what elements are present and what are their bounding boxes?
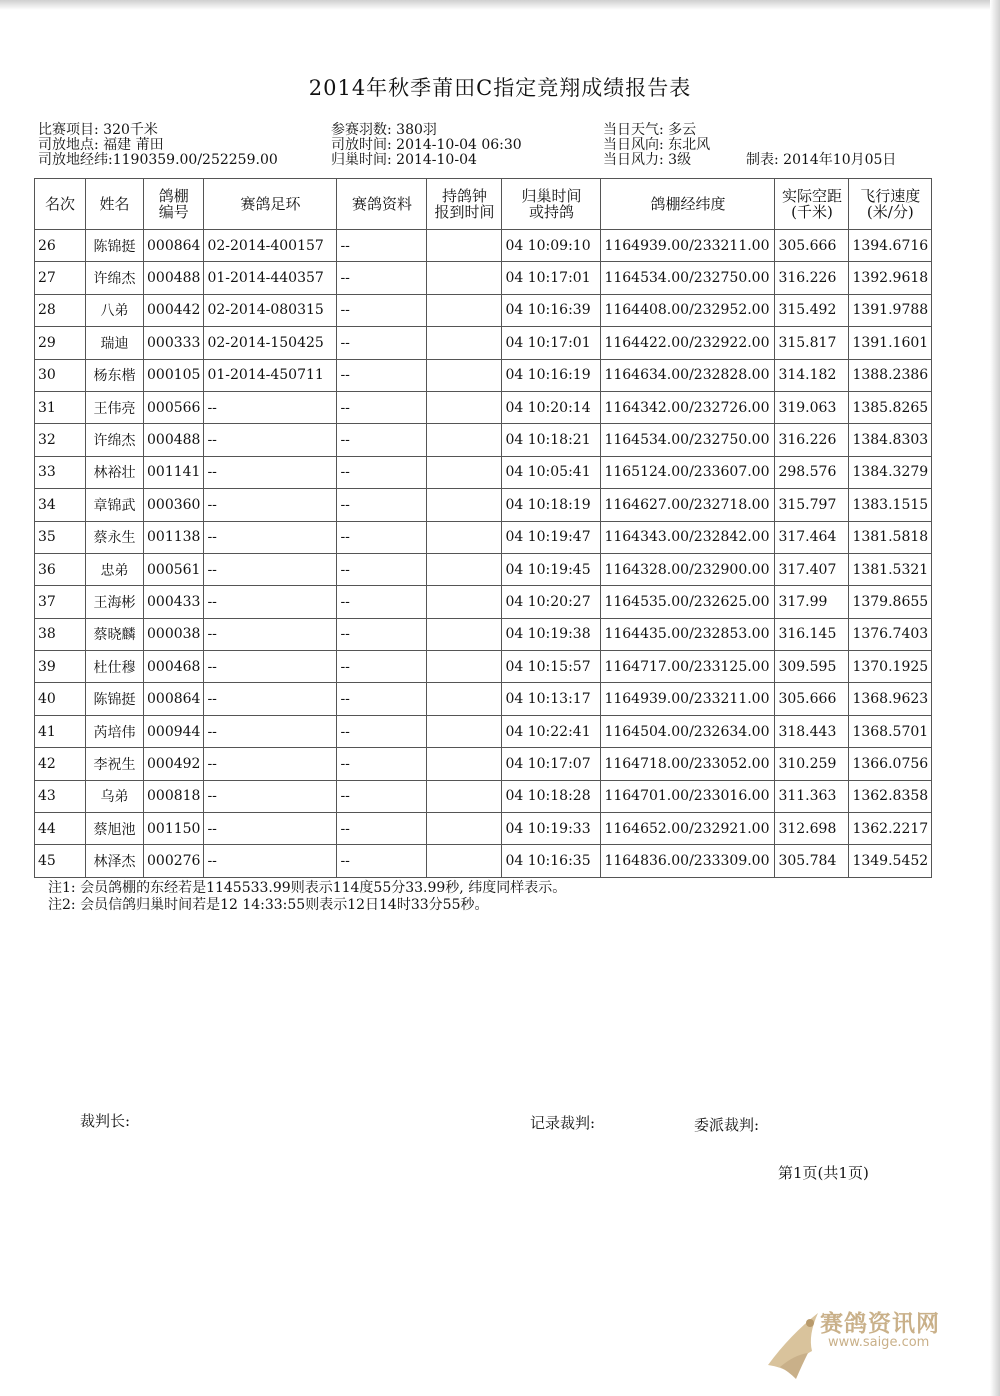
record-judge-label: 记录裁判:	[530, 1114, 596, 1132]
meta-wind-force: 当日风力: 3级	[603, 152, 692, 168]
cell-name: 许绵杰	[86, 424, 144, 456]
cell-speed: 1388.2386	[849, 359, 932, 391]
cell-info: --	[337, 230, 427, 262]
cell-loft-id: 000276	[144, 845, 204, 877]
cell-clock	[427, 230, 502, 262]
cell-coord: 1164939.00/233211.00	[601, 683, 775, 715]
header-distance: 实际空距 (千米)	[775, 179, 849, 230]
cell-coord: 1164652.00/232921.00	[601, 813, 775, 845]
watermark-url: www.saige.com	[828, 1335, 930, 1350]
cell-clock	[427, 424, 502, 456]
cell-distance: 312.698	[775, 813, 849, 845]
cell-rank: 37	[35, 586, 86, 618]
cell-speed: 1383.1515	[849, 489, 932, 521]
cell-name: 林泽杰	[86, 845, 144, 877]
cell-speed: 1381.5818	[849, 521, 932, 553]
cell-name: 杜仕穆	[86, 651, 144, 683]
header-clock: 持鸽钟 报到时间	[427, 179, 502, 230]
cell-clock	[427, 715, 502, 747]
scan-edge-right	[990, 0, 1000, 1396]
cell-coord: 1164717.00/233125.00	[601, 651, 775, 683]
cell-rank: 36	[35, 553, 86, 585]
header-arrival: 归巢时间 或持鸽	[502, 179, 601, 230]
cell-distance: 319.063	[775, 391, 849, 423]
cell-info: --	[337, 553, 427, 585]
cell-loft-id: 001150	[144, 813, 204, 845]
cell-distance: 316.226	[775, 424, 849, 456]
cell-loft-id: 000105	[144, 359, 204, 391]
cell-name: 王海彬	[86, 586, 144, 618]
table-row	[35, 521, 932, 553]
cell-coord: 1164534.00/232750.00	[601, 262, 775, 294]
cell-info: --	[337, 359, 427, 391]
cell-name: 蔡旭池	[86, 813, 144, 845]
meta-release-place: 司放地点: 福建 莆田	[38, 137, 164, 153]
cell-ring: --	[204, 521, 337, 553]
cell-name: 蔡晓麟	[86, 618, 144, 650]
cell-speed: 1366.0756	[849, 748, 932, 780]
table-row	[35, 489, 932, 521]
cell-speed: 1368.9623	[849, 683, 932, 715]
cell-ring: 01-2014-440357	[204, 262, 337, 294]
notes	[48, 880, 566, 914]
cell-name: 乌弟	[86, 780, 144, 812]
cell-coord: 1164408.00/232952.00	[601, 294, 775, 326]
cell-arrival-time: 04 10:19:38	[502, 618, 601, 650]
cell-speed: 1381.5321	[849, 553, 932, 585]
cell-clock	[427, 359, 502, 391]
header-speed: 飞行速度 (米/分)	[849, 179, 932, 230]
table-row	[35, 230, 932, 262]
cell-rank: 43	[35, 780, 86, 812]
cell-arrival-time: 04 10:17:01	[502, 262, 601, 294]
table-row	[35, 715, 932, 747]
cell-coord: 1164328.00/232900.00	[601, 553, 775, 585]
cell-coord: 1164535.00/232625.00	[601, 586, 775, 618]
cell-distance: 315.817	[775, 327, 849, 359]
cell-arrival-time: 04 10:16:19	[502, 359, 601, 391]
meta-release-coord: 司放地经纬:1190359.00/252259.00	[38, 152, 278, 168]
cell-name: 李祝生	[86, 748, 144, 780]
cell-speed: 1391.9788	[849, 294, 932, 326]
cell-speed: 1376.7403	[849, 618, 932, 650]
header-coord: 鸽棚经纬度	[601, 179, 775, 230]
cell-arrival-time: 04 10:09:10	[502, 230, 601, 262]
cell-speed: 1384.3279	[849, 456, 932, 488]
cell-speed: 1391.1601	[849, 327, 932, 359]
cell-ring: 01-2014-450711	[204, 359, 337, 391]
meta-entries: 参赛羽数: 380羽	[331, 122, 437, 138]
cell-loft-id: 000864	[144, 683, 204, 715]
cell-clock	[427, 748, 502, 780]
cell-loft-id: 000433	[144, 586, 204, 618]
cell-clock	[427, 845, 502, 877]
cell-rank: 39	[35, 651, 86, 683]
cell-clock	[427, 813, 502, 845]
cell-ring: --	[204, 553, 337, 585]
cell-loft-id: 001138	[144, 521, 204, 553]
cell-rank: 29	[35, 327, 86, 359]
cell-coord: 1164435.00/232853.00	[601, 618, 775, 650]
cell-rank: 42	[35, 748, 86, 780]
cell-rank: 34	[35, 489, 86, 521]
cell-distance: 298.576	[775, 456, 849, 488]
cell-info: --	[337, 683, 427, 715]
cell-speed: 1362.8358	[849, 780, 932, 812]
cell-ring: --	[204, 586, 337, 618]
cell-rank: 30	[35, 359, 86, 391]
cell-coord: 1164422.00/232922.00	[601, 327, 775, 359]
table-row	[35, 586, 932, 618]
cell-distance: 316.226	[775, 262, 849, 294]
note-2: 注2: 会员信鸽归巢时间若是12 14:33:55则表示12日14时33分55秒。	[48, 897, 489, 913]
cell-coord: 1164343.00/232842.00	[601, 521, 775, 553]
cell-info: --	[337, 424, 427, 456]
cell-arrival-time: 04 10:18:28	[502, 780, 601, 812]
cell-ring: --	[204, 424, 337, 456]
cell-distance: 305.784	[775, 845, 849, 877]
meta-column-time	[331, 122, 522, 167]
table-row	[35, 456, 932, 488]
cell-arrival-time: 04 10:19:47	[502, 521, 601, 553]
cell-rank: 41	[35, 715, 86, 747]
cell-loft-id: 000492	[144, 748, 204, 780]
table-row	[35, 294, 932, 326]
cell-name: 忠弟	[86, 553, 144, 585]
scan-edge-top	[0, 0, 1000, 10]
cell-speed: 1384.8303	[849, 424, 932, 456]
cell-info: --	[337, 651, 427, 683]
cell-distance: 309.595	[775, 651, 849, 683]
cell-ring: --	[204, 456, 337, 488]
cell-speed: 1379.8655	[849, 586, 932, 618]
cell-coord: 1164939.00/233211.00	[601, 230, 775, 262]
cell-distance: 317.464	[775, 521, 849, 553]
cell-arrival-time: 04 10:13:17	[502, 683, 601, 715]
cell-rank: 26	[35, 230, 86, 262]
cell-loft-id: 000566	[144, 391, 204, 423]
cell-name: 许绵杰	[86, 262, 144, 294]
cell-speed: 1349.5452	[849, 845, 932, 877]
cell-info: --	[337, 327, 427, 359]
cell-distance: 315.797	[775, 489, 849, 521]
cell-arrival-time: 04 10:15:57	[502, 651, 601, 683]
cell-name: 瑞迪	[86, 327, 144, 359]
cell-coord: 1164342.00/232726.00	[601, 391, 775, 423]
cell-distance: 310.259	[775, 748, 849, 780]
watermark	[760, 1305, 980, 1385]
cell-speed: 1394.6716	[849, 230, 932, 262]
appointed-judge-label: 委派裁判:	[694, 1116, 760, 1134]
chief-judge-label: 裁判长:	[80, 1112, 131, 1130]
cell-name: 八弟	[86, 294, 144, 326]
cell-distance: 305.666	[775, 230, 849, 262]
cell-loft-id: 000561	[144, 553, 204, 585]
cell-coord: 1164718.00/233052.00	[601, 748, 775, 780]
table-header-row	[35, 179, 932, 230]
cell-arrival-time: 04 10:20:27	[502, 586, 601, 618]
meta-made-date: 制表: 2014年10月05日	[746, 152, 897, 168]
report-title: 2014年秋季莆田C指定竞翔成绩报告表	[308, 76, 692, 100]
cell-arrival-time: 04 10:18:19	[502, 489, 601, 521]
cell-ring: --	[204, 683, 337, 715]
table-row	[35, 780, 932, 812]
cell-speed: 1385.8265	[849, 391, 932, 423]
cell-name: 章锦武	[86, 489, 144, 521]
cell-rank: 40	[35, 683, 86, 715]
cell-rank: 45	[35, 845, 86, 877]
cell-clock	[427, 618, 502, 650]
cell-arrival-time: 04 10:05:41	[502, 456, 601, 488]
cell-ring: --	[204, 845, 337, 877]
cell-name: 芮培伟	[86, 715, 144, 747]
cell-distance: 318.443	[775, 715, 849, 747]
cell-rank: 35	[35, 521, 86, 553]
cell-info: --	[337, 489, 427, 521]
cell-coord: 1164627.00/232718.00	[601, 489, 775, 521]
cell-ring: 02-2014-400157	[204, 230, 337, 262]
cell-distance: 315.492	[775, 294, 849, 326]
table-row	[35, 359, 932, 391]
cell-arrival-time: 04 10:16:39	[502, 294, 601, 326]
cell-clock	[427, 780, 502, 812]
cell-loft-id: 000864	[144, 230, 204, 262]
cell-rank: 32	[35, 424, 86, 456]
cell-loft-id: 001141	[144, 456, 204, 488]
cell-loft-id: 000944	[144, 715, 204, 747]
cell-name: 蔡永生	[86, 521, 144, 553]
cell-rank: 44	[35, 813, 86, 845]
cell-info: --	[337, 715, 427, 747]
cell-loft-id: 000360	[144, 489, 204, 521]
cell-info: --	[337, 456, 427, 488]
meta-column-weather	[603, 122, 710, 167]
results-table	[34, 178, 932, 878]
header-name: 姓名	[86, 179, 144, 230]
table-row	[35, 553, 932, 585]
cell-info: --	[337, 845, 427, 877]
cell-arrival-time: 04 10:17:01	[502, 327, 601, 359]
cell-coord: 1165124.00/233607.00	[601, 456, 775, 488]
cell-ring: 02-2014-080315	[204, 294, 337, 326]
cell-clock	[427, 294, 502, 326]
cell-info: --	[337, 618, 427, 650]
cell-name: 陈锦挺	[86, 683, 144, 715]
cell-distance: 317.407	[775, 553, 849, 585]
cell-name: 陈锦挺	[86, 230, 144, 262]
cell-speed: 1370.1925	[849, 651, 932, 683]
page-number: 第1页(共1页)	[778, 1164, 869, 1182]
table-row	[35, 651, 932, 683]
header-info: 赛鸽资料	[337, 179, 427, 230]
cell-name: 林裕壮	[86, 456, 144, 488]
cell-coord: 1164504.00/232634.00	[601, 715, 775, 747]
cell-info: --	[337, 391, 427, 423]
cell-loft-id: 000488	[144, 424, 204, 456]
cell-distance: 314.182	[775, 359, 849, 391]
cell-speed: 1368.5701	[849, 715, 932, 747]
meta-race-item: 比赛项目: 320千米	[38, 122, 158, 138]
cell-clock	[427, 651, 502, 683]
cell-coord: 1164534.00/232750.00	[601, 424, 775, 456]
cell-clock	[427, 586, 502, 618]
cell-info: --	[337, 262, 427, 294]
meta-wind-direction: 当日风向: 东北风	[603, 137, 711, 153]
table-row	[35, 618, 932, 650]
cell-name: 王伟亮	[86, 391, 144, 423]
table-row	[35, 845, 932, 877]
cell-loft-id: 000038	[144, 618, 204, 650]
cell-coord: 1164634.00/232828.00	[601, 359, 775, 391]
cell-arrival-time: 04 10:22:41	[502, 715, 601, 747]
note-1: 注1: 会员鸽棚的东经若是1145533.99则表示114度55分33.99秒, 纬度同样表示。	[48, 880, 567, 896]
table-row	[35, 813, 932, 845]
cell-loft-id: 000818	[144, 780, 204, 812]
table-row	[35, 327, 932, 359]
cell-ring: --	[204, 813, 337, 845]
cell-rank: 33	[35, 456, 86, 488]
cell-coord: 1164836.00/233309.00	[601, 845, 775, 877]
cell-clock	[427, 489, 502, 521]
cell-ring: --	[204, 780, 337, 812]
header-ring: 赛鸽足环	[204, 179, 337, 230]
cell-rank: 28	[35, 294, 86, 326]
cell-clock	[427, 683, 502, 715]
cell-info: --	[337, 521, 427, 553]
cell-clock	[427, 456, 502, 488]
cell-distance: 316.145	[775, 618, 849, 650]
cell-info: --	[337, 586, 427, 618]
cell-ring: --	[204, 391, 337, 423]
meta-column-race	[38, 122, 278, 167]
cell-clock	[427, 327, 502, 359]
cell-rank: 31	[35, 391, 86, 423]
cell-arrival-time: 04 10:17:07	[502, 748, 601, 780]
cell-ring: --	[204, 715, 337, 747]
results-body	[35, 230, 932, 878]
cell-info: --	[337, 294, 427, 326]
cell-arrival-time: 04 10:20:14	[502, 391, 601, 423]
cell-arrival-time: 04 10:19:33	[502, 813, 601, 845]
cell-name: 杨东楷	[86, 359, 144, 391]
cell-arrival-time: 04 10:19:45	[502, 553, 601, 585]
cell-rank: 38	[35, 618, 86, 650]
cell-ring: --	[204, 489, 337, 521]
header-loft: 鸽棚 编号	[144, 179, 204, 230]
cell-info: --	[337, 813, 427, 845]
meta-return-time: 归巢时间: 2014-10-04	[331, 152, 477, 168]
cell-ring: --	[204, 651, 337, 683]
cell-speed: 1362.2217	[849, 813, 932, 845]
cell-info: --	[337, 748, 427, 780]
cell-arrival-time: 04 10:18:21	[502, 424, 601, 456]
cell-ring: --	[204, 748, 337, 780]
cell-speed: 1392.9618	[849, 262, 932, 294]
cell-loft-id: 000488	[144, 262, 204, 294]
cell-clock	[427, 391, 502, 423]
cell-clock	[427, 262, 502, 294]
cell-loft-id: 000468	[144, 651, 204, 683]
table-row	[35, 424, 932, 456]
meta-weather: 当日天气: 多云	[603, 122, 697, 138]
cell-distance: 317.99	[775, 586, 849, 618]
cell-ring: --	[204, 618, 337, 650]
header-rank: 名次	[35, 179, 86, 230]
cell-arrival-time: 04 10:16:35	[502, 845, 601, 877]
cell-clock	[427, 553, 502, 585]
watermark-text: 赛鸽资讯网	[820, 1311, 940, 1337]
table-row	[35, 683, 932, 715]
cell-coord: 1164701.00/233016.00	[601, 780, 775, 812]
cell-clock	[427, 521, 502, 553]
cell-distance: 305.666	[775, 683, 849, 715]
table-row	[35, 391, 932, 423]
cell-loft-id: 000442	[144, 294, 204, 326]
cell-info: --	[337, 780, 427, 812]
cell-distance: 311.363	[775, 780, 849, 812]
table-row	[35, 262, 932, 294]
cell-loft-id: 000333	[144, 327, 204, 359]
table-row	[35, 748, 932, 780]
cell-rank: 27	[35, 262, 86, 294]
meta-release-time: 司放时间: 2014-10-04 06:30	[331, 137, 522, 153]
cell-ring: 02-2014-150425	[204, 327, 337, 359]
